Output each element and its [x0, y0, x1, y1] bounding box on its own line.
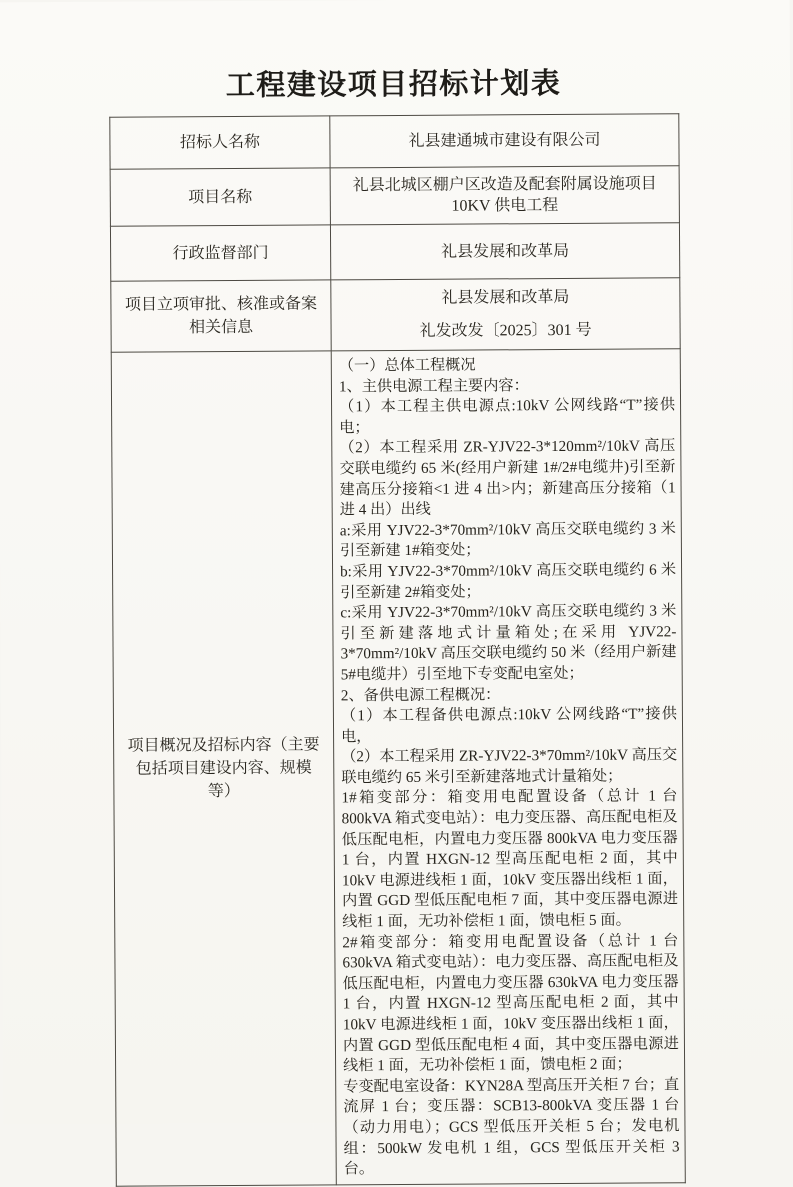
overview-paragraph: （2）本工程采用 ZR-YJV22-3*120mm²/10kV 高压交联电缆约 65 米(经用户新建 1#/2#电缆井)引至新建高压分接箱<1 进 4 出>内；新建高压分接箱（1 进 4 出）出线: [339, 437, 676, 519]
table-row-approval-info: [111, 278, 680, 352]
supervision-dept-label: 行政监督部门: [110, 225, 330, 281]
overview-paragraph: 1#箱变部分：箱变用电配置设备（总计 1 台 800kVA 箱式变电站）：电力变压器、高压配电柜及低压配电柜，内置电力变压器 800kVA 电力变压器 1 台，内置 HXGN-12 型高压配电柜 2 面，其中 10kV 电源进线柜 1 面，10kV 变压器出线柜 1 面，内置 GGD 型低压配电柜 7 面，其中变压器电源进线柜 1 面，无功补偿柜 1 面，馈电柜 5 面。: [341, 787, 679, 931]
approval-info-label: 项目立项审批、核准或备案相关信息: [111, 280, 331, 352]
approval-authority: 礼县发展和改革局: [441, 288, 570, 307]
overview-paragraph: b:采用 YJV22-3*70mm²/10kV 高压交联电缆约 6 米引至新建 2#箱变处；: [340, 561, 677, 601]
overview-paragraph: （2）本工程采用 ZR-YJV22-3*70mm²/10kV 高压交联电缆约 65 米引至新建落地式计量箱处；: [341, 746, 678, 787]
table-row-supervision-dept: [110, 223, 679, 281]
table-row-bidder-name: [110, 114, 679, 169]
overview-paragraph: c:采用 YJV22-3*70mm²/10kV 高压交联电缆约 3 米引至新建落地式计量箱处;在采用 YJV22-3*70mm²/10kV 高压交联电缆约 50 米（经用户新建 5#电缆井）引至地下专变配电室处；: [340, 602, 677, 684]
overview-paragraph: a:采用 YJV22-3*70mm²/10kV 高压交联电缆约 3 米引至新建 1#箱变处；: [339, 520, 676, 560]
overview-paragraph: 2、备供电源工程概况：: [340, 685, 501, 704]
bidder-name-label: 招标人名称: [110, 116, 330, 169]
approval-document-number: 礼发改发〔2025〕301 号: [419, 321, 592, 340]
overview-paragraph: 2#箱变部分：箱变用电配置设备（总计 1 台 630kVA 箱式变电站）：电力变压器、高压配电柜及低压配电柜，内置电力变压器 630kVA 电力变压器 1 台，内置 HXGN-12 型高压配电柜 2 面，其中 10kV 电源进线柜 1 面，10kV 变压器出线柜 1 面，内置 GGD 型低压配电柜 4 面，其中变压器电源进线柜 1 面，无功补偿柜 1 面，馈电柜 2 面；: [342, 931, 680, 1075]
project-overview-content: [331, 349, 685, 1185]
table-row-project-name: [110, 166, 679, 226]
supervision-dept-value: 礼县发展和改革局: [330, 223, 679, 280]
overview-paragraph: （1）本工程主供电源点:10kV 公网线路“T”接供电；: [339, 396, 676, 437]
table-row-project-overview: [111, 349, 685, 1186]
project-name-value: 礼县北城区棚户区改造及配套附属设施项目 10KV 供电工程: [330, 166, 679, 225]
overview-paragraph: （一）总体工程概况: [338, 356, 476, 375]
project-name-label: 项目名称: [110, 168, 330, 226]
page-title: 工程建设项目招标计划表: [225, 67, 562, 103]
approval-info-value: [331, 278, 680, 351]
project-overview-label: 项目概况及招标内容（主要包括项目建设内容、规模等）: [111, 351, 336, 1186]
bidding-plan-table: [109, 113, 686, 1186]
bidder-name-value: 礼县建通城市建设有限公司: [330, 114, 679, 168]
overview-paragraph: （1）本工程备供电源点:10kV 公网线路“T”接供电，: [340, 705, 677, 746]
overview-paragraph: 1、主供电源工程主要内容：: [338, 376, 529, 395]
overview-paragraph: 专变配电室设备：KYN28A 型高压开关柜 7 台；直流屏 1 台；变压器：SCB13-800kVA 变压器 1 台（动力用电）；GCS 型低压开关柜 5 台；发电机组：500kW 发电机 1 组，GCS 型低压开关柜 3 台。: [343, 1076, 680, 1178]
